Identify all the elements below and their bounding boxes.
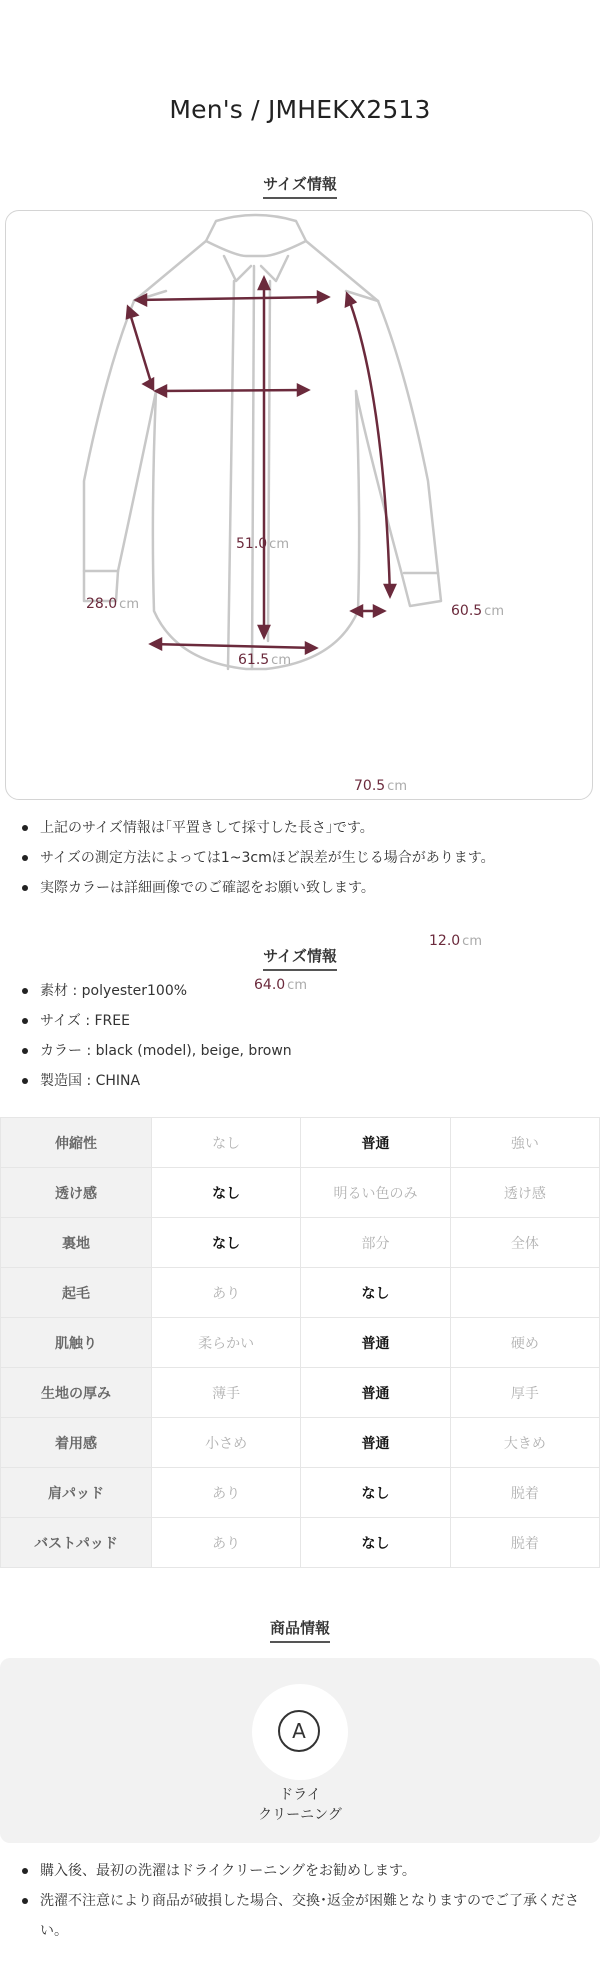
product-info-heading-text: 商品情報 bbox=[270, 1617, 330, 1643]
shoulder-measure-label bbox=[236, 536, 289, 552]
table-row bbox=[1, 1168, 600, 1218]
attribute-option: 強い bbox=[450, 1118, 599, 1168]
attribute-option: あり bbox=[152, 1518, 301, 1568]
table-row bbox=[1, 1468, 600, 1518]
table-row bbox=[1, 1268, 600, 1318]
attribute-option-selected: 普通 bbox=[301, 1418, 450, 1468]
detail-info-heading-text: サイズ情報 bbox=[263, 945, 337, 971]
size-info-heading-text: サイズ情報 bbox=[263, 173, 337, 199]
list-item: 上記のサイズ情報は｢平置きして採寸した長さ｣です。 bbox=[40, 813, 560, 843]
attribute-option: 小さめ bbox=[152, 1418, 301, 1468]
care-label-line1: ドライ bbox=[279, 1787, 321, 1803]
attribute-option bbox=[450, 1268, 599, 1318]
sleeve-measure-label bbox=[451, 603, 504, 619]
list-item: 洗濯不注意により商品が破損した場合、交換･返金が困難となりますのでご了承ください。 bbox=[40, 1886, 580, 1946]
product-title: Men's / JMHEKX2513 bbox=[169, 95, 431, 124]
armhole-value: 28.0 bbox=[86, 596, 118, 612]
attribute-option: 硬め bbox=[450, 1318, 599, 1368]
attribute-option: 部分 bbox=[301, 1218, 450, 1268]
armhole-measure-label bbox=[86, 596, 139, 612]
attribute-option-selected: 普通 bbox=[301, 1368, 450, 1418]
size-notes-list bbox=[0, 813, 560, 903]
attribute-option-selected: なし bbox=[152, 1218, 301, 1268]
care-instructions-box bbox=[0, 1658, 600, 1843]
attribute-option: 脱着 bbox=[450, 1518, 599, 1568]
unit-label: cm bbox=[269, 537, 289, 552]
attribute-option: 透け感 bbox=[450, 1168, 599, 1218]
unit-label: cm bbox=[271, 653, 291, 668]
cuff-value: 12.0 bbox=[429, 933, 461, 949]
table-row bbox=[1, 1518, 600, 1568]
attribute-option-selected: なし bbox=[152, 1168, 301, 1218]
attribute-option: あり bbox=[152, 1268, 301, 1318]
length-value: 70.5 bbox=[354, 778, 386, 794]
attribute-option: 厚手 bbox=[450, 1368, 599, 1418]
size-info-heading bbox=[0, 173, 600, 199]
table-row bbox=[1, 1218, 600, 1268]
attribute-option: 全体 bbox=[450, 1218, 599, 1268]
attribute-option: 柔らかい bbox=[152, 1318, 301, 1368]
dry-clean-icon: A bbox=[278, 1710, 320, 1752]
attribute-label: 透け感 bbox=[1, 1168, 152, 1218]
chest-value: 61.5 bbox=[238, 652, 270, 668]
table-row bbox=[1, 1318, 600, 1368]
list-item: 製造国 : CHINA bbox=[40, 1066, 560, 1096]
attribute-option: 明るい色のみ bbox=[301, 1168, 450, 1218]
attribute-option: 大きめ bbox=[450, 1418, 599, 1468]
attribute-label: 起毛 bbox=[1, 1268, 152, 1318]
product-info-heading bbox=[0, 1617, 600, 1643]
hem-value: 64.0 bbox=[254, 977, 286, 993]
care-notes-list bbox=[0, 1856, 580, 1946]
sleeve-value: 60.5 bbox=[451, 603, 483, 619]
fabric-attribute-table bbox=[0, 1117, 600, 1568]
table-row bbox=[1, 1418, 600, 1468]
list-item: 実際カラーは詳細画像でのご確認をお願い致します。 bbox=[40, 873, 560, 903]
attribute-option: 薄手 bbox=[152, 1368, 301, 1418]
detail-list bbox=[0, 976, 560, 1096]
attribute-option-selected: なし bbox=[301, 1468, 450, 1518]
table-row bbox=[1, 1368, 600, 1418]
chest-measure-label bbox=[238, 652, 291, 668]
attribute-option-selected: なし bbox=[301, 1518, 450, 1568]
attribute-option: 脱着 bbox=[450, 1468, 599, 1518]
list-item: サイズ : FREE bbox=[40, 1006, 560, 1036]
detail-info-heading bbox=[0, 945, 600, 971]
care-label-line2: クリーニング bbox=[258, 1807, 342, 1823]
length-measure-label bbox=[354, 778, 407, 794]
unit-label: cm bbox=[119, 597, 139, 612]
list-item: カラー : black (model), beige, brown bbox=[40, 1036, 560, 1066]
unit-label: cm bbox=[287, 978, 307, 993]
unit-label: cm bbox=[484, 604, 504, 619]
attribute-option: なし bbox=[152, 1118, 301, 1168]
list-item: 購入後、最初の洗濯はドライクリーニングをお勧めします。 bbox=[40, 1856, 580, 1886]
attribute-label: 裏地 bbox=[1, 1218, 152, 1268]
care-symbol-badge bbox=[252, 1684, 348, 1780]
care-label bbox=[200, 1785, 400, 1825]
attribute-label: 生地の厚み bbox=[1, 1368, 152, 1418]
attribute-option-selected: 普通 bbox=[301, 1118, 450, 1168]
attribute-label: 伸縮性 bbox=[1, 1118, 152, 1168]
attribute-label: バストパッド bbox=[1, 1518, 152, 1568]
attribute-label: 着用感 bbox=[1, 1418, 152, 1468]
shirt-outline bbox=[6, 211, 594, 801]
attribute-label: 肌触り bbox=[1, 1318, 152, 1368]
list-item: 素材 : polyester100% bbox=[40, 976, 560, 1006]
attribute-option-selected: なし bbox=[301, 1268, 450, 1318]
attribute-option-selected: 普通 bbox=[301, 1318, 450, 1368]
list-item: サイズの測定方法によっては1~3cmほど誤差が生じる場合があります。 bbox=[40, 843, 560, 873]
unit-label: cm bbox=[387, 779, 407, 794]
shoulder-value: 51.0 bbox=[236, 536, 268, 552]
unit-label: cm bbox=[462, 934, 482, 949]
table-row bbox=[1, 1118, 600, 1168]
attribute-option: あり bbox=[152, 1468, 301, 1518]
attribute-label: 肩パッド bbox=[1, 1468, 152, 1518]
